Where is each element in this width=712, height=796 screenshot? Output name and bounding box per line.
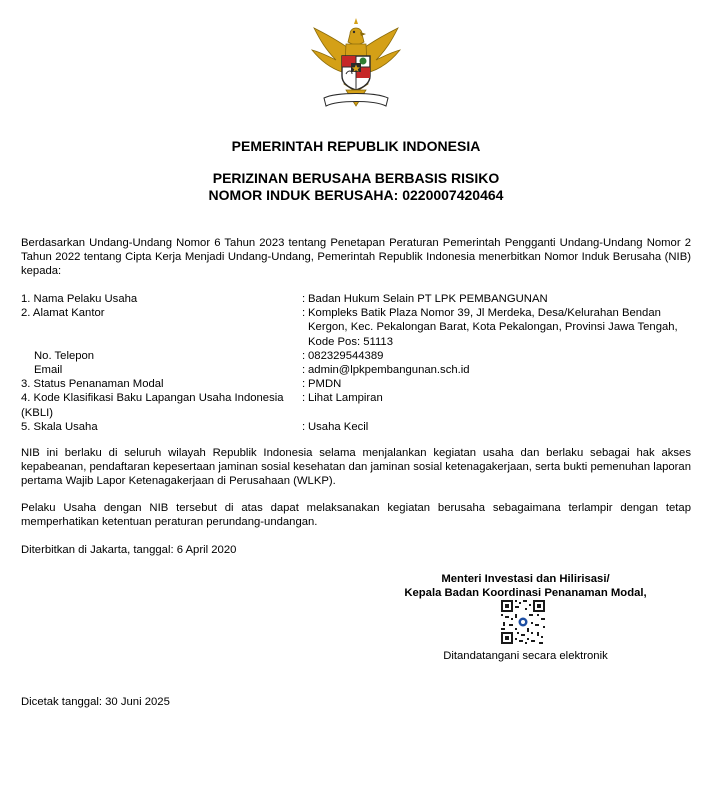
printed-date: Dicetak tanggal: 30 Juni 2025 [21, 696, 170, 708]
field-label: Email [34, 364, 63, 377]
signatory-title [360, 572, 691, 600]
government-title: PEMERINTAH REPUBLIK INDONESIA [231, 138, 481, 154]
field-colon: : [302, 293, 306, 305]
qr-code-icon [501, 600, 545, 644]
field-colon: : [302, 364, 306, 377]
field-label: 3. Status Penanaman Modal [21, 378, 164, 391]
field-row-scale [21, 420, 691, 434]
permit-title: PERIZINAN BERUSAHA BERBASIS RISIKO [212, 170, 500, 186]
field-colon: : [302, 349, 306, 362]
field-value: 082329544389 [308, 349, 384, 362]
business-fields [21, 292, 691, 434]
field-colon: : [302, 392, 306, 405]
field-row-email [21, 363, 691, 377]
field-colon: : [302, 420, 306, 433]
field-row-kbli [21, 391, 691, 419]
signatory-title-line2: Kepala Badan Koordinasi Penanaman Modal, [404, 587, 647, 600]
field-row-investment [21, 377, 691, 391]
field-label: No. Telepon [34, 349, 95, 362]
field-value: Usaha Kecil [308, 420, 369, 433]
field-value: PMDN [308, 378, 342, 391]
field-row-phone [21, 349, 691, 363]
field-label: 4. Kode Klasifikasi Baku Lapangan Usaha Indonesia (KBLI) [21, 392, 284, 419]
nib-validity-paragraph: NIB ini berlaku di seluruh wilayah Republik Indonesia selama menjalankan kegiatan usaha dan berlaku sebagai hak akses kepabeanan, pendaftaran kepesertaan jaminan sosial kesehatan dan jaminan sosial ketenagakerjaan, serta bukti pemenuhan laporan pertama Wajib Lapor Ketenagakerjaan di Perusahaan (WLKP). [21, 447, 691, 488]
field-value: Kompleks Batik Plaza Nomor 39, Jl Merdeka, Desa/Kelurahan Bendan Kergon, Kec. Pekalongan Barat, Kota Pekalongan, Provinsi Jawa Tengah, Kode Pos: 51113 [308, 307, 678, 348]
garuda-emblem-icon [306, 14, 406, 114]
field-row-address [21, 306, 691, 349]
issued-date: Diterbitkan di Jakarta, tanggal: 6 April 2020 [21, 544, 237, 556]
field-value: Badan Hukum Selain PT LPK PEMBANGUNAN [308, 293, 548, 305]
field-label: 1. Nama Pelaku Usaha [21, 293, 138, 305]
signatory-title-line1: Menteri Investasi dan Hilirisasi/ [441, 573, 610, 585]
permit-heading [0, 170, 712, 204]
field-value: Lihat Lampiran [308, 392, 383, 405]
e-signature-note: Ditandatangani secara elektronik [443, 650, 608, 662]
field-label: 5. Skala Usaha [21, 420, 98, 433]
field-colon: : [302, 378, 306, 391]
field-row-name [21, 292, 691, 306]
field-value: admin@lpkpembangunan.sch.id [308, 364, 470, 377]
nib-number: NOMOR INDUK BERUSAHA: 0220007420464 [208, 187, 504, 203]
intro-paragraph: Berdasarkan Undang-Undang Nomor 6 Tahun 2023 tentang Penetapan Peraturan Pemerintah Pengganti Undang-Undang Nomor 2 Tahun 2022 tentang Cipta Kerja Menjadi Undang-Undang, Pemerintah Republik Indonesia menerbitkan Nomor Induk Berusaha (NIB) kepada: [21, 237, 691, 278]
field-colon: : [302, 307, 306, 320]
field-label: 2. Alamat Kantor [21, 307, 105, 320]
pelaku-statement-paragraph: Pelaku Usaha dengan NIB tersebut di atas dapat melaksanakan kegiatan berusaha sebagaimana terlampir dengan tetap memperhatikan ketentuan peraturan perundang-undangan. [21, 502, 691, 529]
